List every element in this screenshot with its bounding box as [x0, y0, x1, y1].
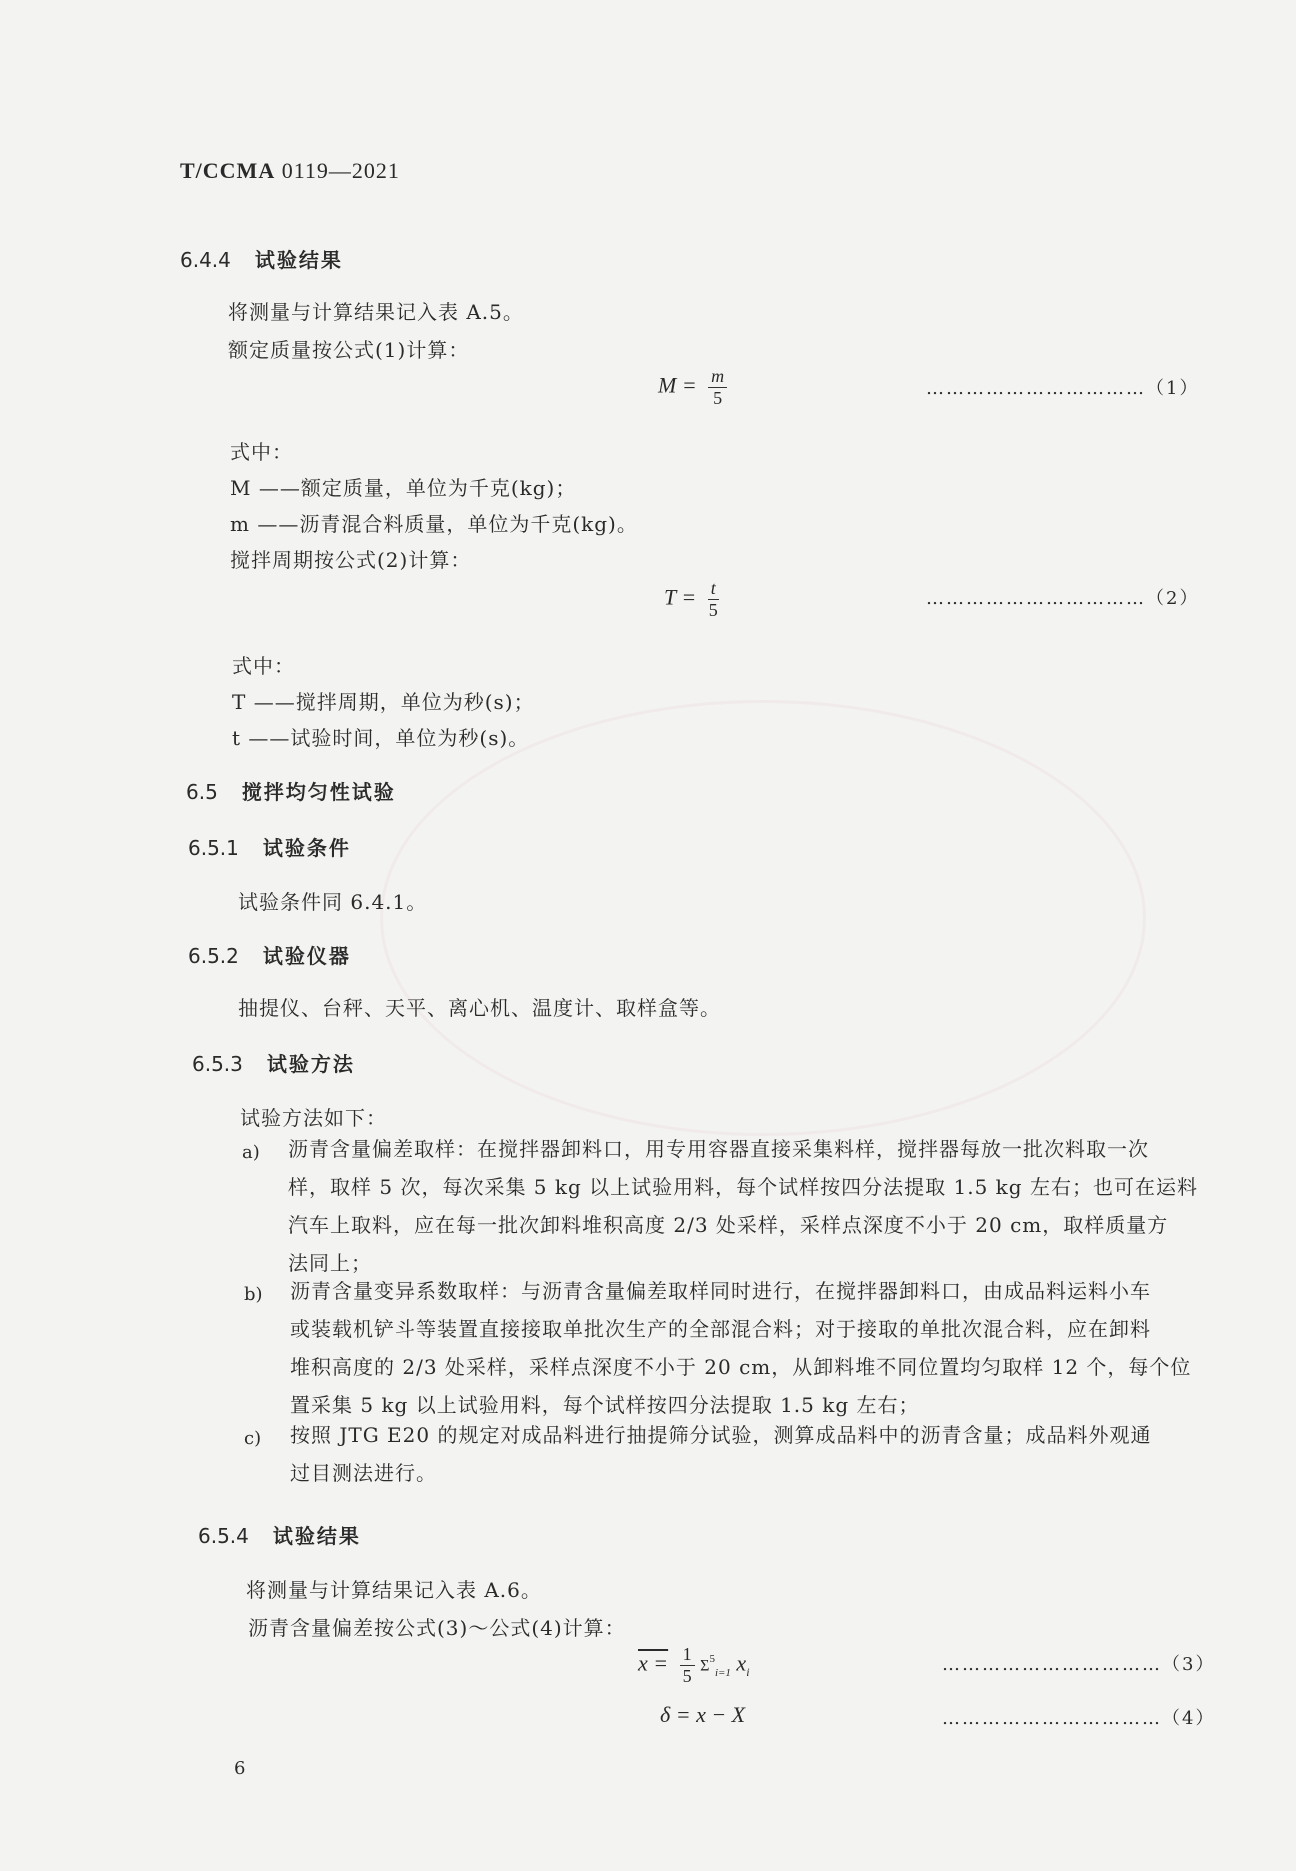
section-title: 试验方法	[266, 1052, 355, 1076]
list-line: 样，取样 5 次，每次采集 5 kg 以上试验用料，每个试样按四分法提取 1.5 kg 左右；也可在运料	[288, 1175, 1198, 1199]
heading-6-5-2	[188, 940, 351, 969]
numerator: m	[708, 366, 727, 388]
denominator: 5	[682, 1666, 692, 1686]
section-title: 搅拌均匀性试验	[241, 780, 396, 804]
list-line: 沥青含量变异系数取样：与沥青含量偏差取样同时进行，在搅拌器卸料口，由成品料运料小车	[290, 1279, 1151, 1303]
formula-lhs: x =	[638, 1650, 669, 1676]
standard-prefix: T/CCMA	[180, 158, 276, 183]
list-line: 法同上；	[288, 1251, 372, 1275]
paragraph: 将测量与计算结果记入表 A.6。	[246, 1578, 542, 1602]
numerator: t	[708, 578, 719, 600]
section-number: 6.5.4	[198, 1524, 249, 1548]
fraction	[708, 366, 727, 409]
sum-lower: i=1	[714, 1666, 731, 1679]
document-code	[180, 158, 400, 184]
fraction	[680, 1644, 695, 1687]
paragraph: 搅拌周期按公式(2)计算：	[230, 548, 472, 572]
paragraph: 将测量与计算结果记入表 A.5。	[228, 300, 524, 324]
definition: M ——额定质量，单位为千克(kg)；	[230, 476, 577, 500]
list-line: 沥青含量偏差取样：在搅拌器卸料口，用专用容器直接采集料样，搅拌器每放一批次料取一次	[288, 1137, 1149, 1161]
formula-3	[638, 1644, 750, 1687]
section-number: 6.5	[186, 780, 218, 804]
list-line: 置采集 5 kg 以上试验用料，每个试样按四分法提取 1.5 kg 左右；	[290, 1393, 920, 1417]
list-line: 堆积高度的 2/3 处采样，采样点深度不小于 20 cm，从卸料堆不同位置均匀取样 12 个，每个位	[290, 1355, 1192, 1379]
section-title: 试验仪器	[262, 944, 351, 968]
list-item	[290, 1416, 1151, 1492]
formula-1	[658, 366, 727, 409]
heading-6-5-1	[188, 832, 351, 861]
list-line: 过目测法进行。	[290, 1461, 437, 1485]
section-number: 6.5.1	[188, 836, 239, 860]
section-title: 试验条件	[262, 836, 351, 860]
formula-4: δ = x − X	[660, 1702, 746, 1727]
denominator: 5	[713, 388, 723, 408]
section-number: 6.4.4	[180, 248, 231, 272]
equation-number-3: ……………………………（3）	[942, 1654, 1216, 1675]
list-line: 按照 JTG E20 的规定对成品料进行抽提筛分试验，测算成品料中的沥青含量；成品料外观通	[290, 1423, 1152, 1447]
where-label: 式中：	[232, 654, 295, 678]
equation-number-2: ……………………………（2）	[926, 588, 1200, 609]
formula-2	[664, 578, 719, 621]
where-label: 式中：	[230, 440, 293, 464]
heading-6-5	[186, 776, 396, 805]
list-item	[288, 1130, 1198, 1282]
list-line: 或装载机铲斗等装置直接接取单批次生产的全部混合料；对于接取的单批次混合料，应在卸料	[290, 1317, 1151, 1341]
heading-6-5-3	[192, 1048, 355, 1077]
definition: t ——试验时间，单位为秒(s)。	[232, 726, 530, 750]
summand-index: i	[746, 1664, 750, 1679]
summand: x	[736, 1650, 747, 1676]
formula-lhs: M =	[658, 372, 697, 398]
numerator: 1	[680, 1644, 695, 1666]
paragraph: 额定质量按公式(1)计算：	[228, 338, 470, 362]
section-title: 试验结果	[254, 248, 343, 272]
heading-6-5-4	[198, 1520, 361, 1549]
paragraph: 试验方法如下：	[240, 1106, 387, 1130]
list-line: 汽车上取料，应在每一批次卸料堆积高度 2/3 处采样，采样点深度不小于 20 cm，取样质量方	[288, 1213, 1169, 1237]
standard-number: 0119—2021	[281, 158, 400, 183]
paragraph: 试验条件同 6.4.1。	[238, 890, 428, 914]
formula-lhs: T =	[664, 584, 697, 610]
heading-6-4-4	[180, 244, 343, 273]
section-title: 试验结果	[272, 1524, 361, 1548]
definition: m ——沥青混合料质量，单位为千克(kg)。	[230, 512, 638, 536]
equation-number-4: ……………………………（4）	[942, 1708, 1216, 1729]
list-item	[290, 1272, 1191, 1424]
summation-sign: Σ	[700, 1657, 710, 1675]
page-number: 6	[234, 1758, 246, 1779]
list-label: c)	[244, 1428, 262, 1449]
paragraph: 沥青含量偏差按公式(3)～公式(4)计算：	[248, 1616, 626, 1640]
section-number: 6.5.3	[192, 1052, 243, 1076]
faint-stamp-mark	[380, 700, 1146, 1136]
definition: T ——搅拌周期，单位为秒(s)；	[232, 690, 535, 714]
equation-number-1: ……………………………（1）	[926, 378, 1200, 399]
list-label: b)	[244, 1284, 263, 1305]
list-label: a)	[242, 1142, 260, 1163]
section-number: 6.5.2	[188, 944, 239, 968]
paragraph: 抽提仪、台秤、天平、离心机、温度计、取样盒等。	[238, 996, 721, 1020]
sum-upper: 5	[709, 1653, 715, 1666]
fraction	[708, 578, 719, 621]
denominator: 5	[708, 600, 718, 620]
